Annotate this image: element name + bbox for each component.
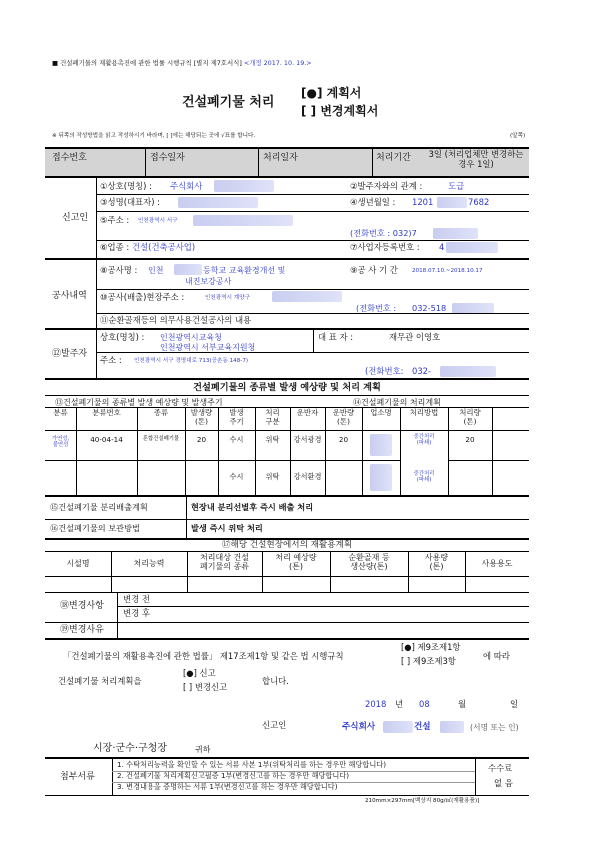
plan-header-cell: 운반량 (톤) — [332, 408, 355, 426]
report-option: [●] 신고 — [183, 668, 216, 678]
plan-header-cell: 종류 — [153, 408, 169, 417]
client-phone-label: (전화번호: — [365, 366, 404, 376]
plan-text: 건설폐기물 처리계획을 — [58, 676, 142, 686]
revision-note: <개정 2017. 10. 19.> — [243, 59, 312, 67]
site-phone-value: 032-518 — [412, 303, 447, 313]
plan-row-carrier: 강서환경 — [293, 472, 322, 481]
article-9-3-option: [ ] 제9조제3항 — [401, 656, 456, 666]
article-9-1-option: [●] 제9조제1항 — [401, 642, 461, 652]
relation-value: 도급 — [448, 181, 465, 191]
representative-label: ③성명(대표자) : — [100, 197, 160, 207]
declaration-law: 「건설폐기물의 재활용촉진에 관한 법률」 제17조제1항 및 같은 법 시행규칙 — [63, 651, 344, 661]
separation-plan-label: ⑮건설폐기물 분리배출계획 — [50, 502, 148, 512]
plan-row-cls: 가연성, 불연성 — [51, 436, 70, 449]
plan-table-title: 건설폐기물의 종류별 발생 예상량 및 처리 계획 — [193, 382, 381, 393]
plan-header-cell: 처리량 (톤) — [459, 408, 481, 426]
addressee: 시장·군수·구청장 — [93, 743, 167, 754]
address-value: 인천광역시 서구 — [138, 218, 178, 224]
month-unit: 월 — [458, 699, 467, 709]
receipt-no-label: 접수번호 — [52, 153, 87, 163]
project-name-c: 내진보강공사 — [185, 277, 232, 286]
year-value: 2018 — [365, 699, 387, 709]
year-unit: 년 — [395, 699, 404, 709]
site-address-label: ⑩공사(배출)현장주소 : — [100, 292, 185, 302]
recycle-header-cell: 처리 예상량 (톤) — [275, 553, 317, 572]
form-title: 건설폐기물 처리 — [182, 95, 275, 110]
period-value: 3일 (처리업체만 변경하는 경우 1일) — [428, 149, 524, 169]
plan-row-carrier: 강서광경 — [293, 435, 322, 444]
address-label: ⑤주소 : — [100, 215, 130, 225]
plan-row-cycle: 수시 — [229, 472, 244, 481]
project-period-label: ⑨공 사 기 간 — [350, 265, 398, 275]
bizno-label: ⑦사업자등록번호 : — [350, 242, 420, 252]
reporter-label: 신고인 — [262, 720, 287, 730]
plan-option: [●] 계획서 — [301, 86, 362, 100]
applicant-label: 신고인 — [62, 213, 89, 223]
plan-subtitle-a: ⑬건설폐기물의 종류별 발생 예상량 및 발생주기 — [55, 398, 223, 407]
according-text: 에 따라 — [483, 651, 510, 661]
declaration-end: 합니다. — [262, 676, 289, 686]
plan-header-cell: 분류 — [53, 408, 68, 417]
attachment-item: 3. 변경내용을 증명하는 서류 1부(변경신고를 하는 경우만 해당합니다) — [117, 782, 338, 791]
client-name-label: 상호(명칭) : — [100, 332, 145, 342]
project-name-a: 인천 — [148, 266, 164, 275]
change-reason-label: ⑲변경사유 — [60, 625, 104, 635]
month-value: 08 — [419, 699, 430, 709]
plan-header-cell: 업소명 — [370, 408, 392, 417]
fee-value: 없 음 — [494, 778, 513, 788]
site-phone-label: (전화번호 : — [356, 303, 397, 313]
attachment-item: 2. 건설폐기물 처리계획신고필증 1부(변경신고를 하는 경우만 해당합니다) — [117, 771, 350, 780]
separation-plan-value: 현장내 분리선별후 즉시 배출 처리 — [191, 502, 314, 512]
fee-label: 수수료 — [488, 763, 513, 773]
project-name-label: ⑧공사명 : — [100, 265, 138, 275]
client-address-value: 인천광역시 서구 경명대로 713(공촌동 148-7) — [134, 358, 249, 364]
reporter-company-a: 주식회사 — [342, 722, 376, 732]
paper-spec: 210mm×297mm[백상지 80g/㎡(재활용품)] — [365, 798, 480, 804]
plan-header-cell: 발생 주기 — [229, 408, 244, 426]
change-plan-option: [ ] 변경계획서 — [301, 104, 379, 118]
changes-label: ⑱변경사항 — [60, 601, 104, 611]
project-period-value: 2018.07.10.~2018.10.17 — [412, 268, 483, 274]
plan-header-cell: 분류번호 — [92, 408, 121, 417]
plan-header-cell: 처리방법 — [409, 408, 439, 417]
recycle-header-cell: 사용용도 — [481, 559, 513, 568]
company-value: 주식회사 — [170, 181, 203, 191]
phone-label: (전화번호 : 032)7 — [350, 228, 417, 238]
change-report-option: [ ] 변경신고 — [183, 682, 228, 692]
birth-label: ④생년월일 : — [350, 197, 396, 207]
change-after: 변경 후 — [123, 608, 150, 618]
plan-row-carry: 20 — [338, 435, 349, 444]
day-unit: 일 — [510, 699, 519, 709]
plan-row-kind: 혼합건설폐기물 — [142, 436, 180, 442]
bizno-value: 4 — [439, 242, 445, 252]
client-label: ⑫발주자 — [52, 349, 88, 359]
plan-header-cell: 운반자 — [296, 408, 319, 417]
recycle-header-cell: 사용량 (톤) — [424, 553, 449, 572]
client-rep-label: 대 표 자 : — [318, 332, 354, 342]
birth-value-a: 1201 — [412, 197, 434, 207]
storage-method-value: 발생 즉시 위탁 처리 — [191, 523, 263, 533]
recycle-header-cell: 순환골재 등 생산량(톤) — [348, 553, 390, 572]
recycle-header-cell: 처리능력 — [133, 559, 165, 568]
plan-row-code: 40-04-14 — [90, 435, 123, 444]
change-before: 변경 전 — [123, 594, 150, 604]
project-name-b: 등학교 교육환경개선 및 — [203, 266, 286, 275]
plan-row-amount: 20 — [196, 435, 207, 444]
period-label: 처리기간 — [376, 153, 411, 163]
plan-row-method: 중간처리 (파쇄) — [413, 471, 435, 484]
plan-subtitle-b: ⑭건설폐기물의 처리계획 — [353, 398, 441, 407]
business-value: 건설(건축공사업) — [132, 242, 196, 252]
recycle-header-cell: 시설명 — [66, 559, 90, 568]
construction-label: 공사내역 — [52, 291, 87, 301]
site-address-value: 인천광역시 계양구 — [205, 295, 251, 301]
company-label: ①상호(명칭) : — [100, 181, 152, 191]
client-phone-value: 032- — [412, 366, 432, 376]
instruction-text: ※ 뒤쪽의 작성방법을 읽고 작성하시기 바라며, [ ]에는 해당되는 곳에 √표를 합니다. — [52, 133, 256, 139]
attachment-item: 1. 수탁처리능력을 확인할 수 있는 서류 사본 1부(위탁처리를 하는 경우만 해당합니다) — [117, 760, 387, 769]
plan-row-type: 위탁 — [265, 472, 280, 481]
signature-note: (서명 또는 인) — [470, 723, 519, 732]
plan-row-cycle: 수시 — [229, 435, 244, 444]
page-side: (앞쪽) — [510, 133, 526, 139]
relation-label: ②발주자와의 관계 : — [350, 181, 423, 191]
plan-row-proc: 20 — [465, 435, 475, 444]
attachments-label: 첨부서류 — [60, 772, 95, 782]
plan-row-type: 위탁 — [265, 435, 280, 444]
client-rep-value: 재무관 이영호 — [389, 332, 441, 342]
addressee-suffix: 귀하 — [195, 745, 211, 754]
storage-method-label: ⑯건설폐기물의 보관방법 — [50, 523, 140, 533]
receipt-date-label: 접수일자 — [150, 153, 185, 163]
client-address-label: 주소 : — [100, 355, 122, 365]
recycle-plan-title: ⑰해당 건설현장에서의 재활용계획 — [221, 540, 353, 550]
plan-header-cell: 발생량 (톤) — [190, 408, 213, 426]
law-reference: ■ 건설폐기물의 재활용촉진에 관한 법률 시행규칙 [별지 제7호서식] <개정 2017. 10. 19.> — [52, 59, 312, 67]
birth-value-b: 7682 — [468, 197, 490, 207]
client-name-a: 인천광역시교육청 — [160, 333, 222, 342]
reporter-company-b: 건설 — [414, 722, 431, 732]
recycle-obligation-label: ⑪순환골재등의 의무사용건설공사의 내용 — [100, 315, 252, 325]
plan-header-cell: 처리 구분 — [265, 408, 280, 426]
process-date-label: 처리일자 — [263, 153, 298, 163]
business-label: ⑥업종 : — [100, 242, 130, 252]
plan-row-method: 중간처리 (파쇄) — [413, 434, 435, 447]
client-name-b: 인천광역시 서부교육지원청 — [160, 343, 256, 352]
recycle-header-cell: 처리대상 건설 폐기물의 종류 — [200, 553, 249, 572]
